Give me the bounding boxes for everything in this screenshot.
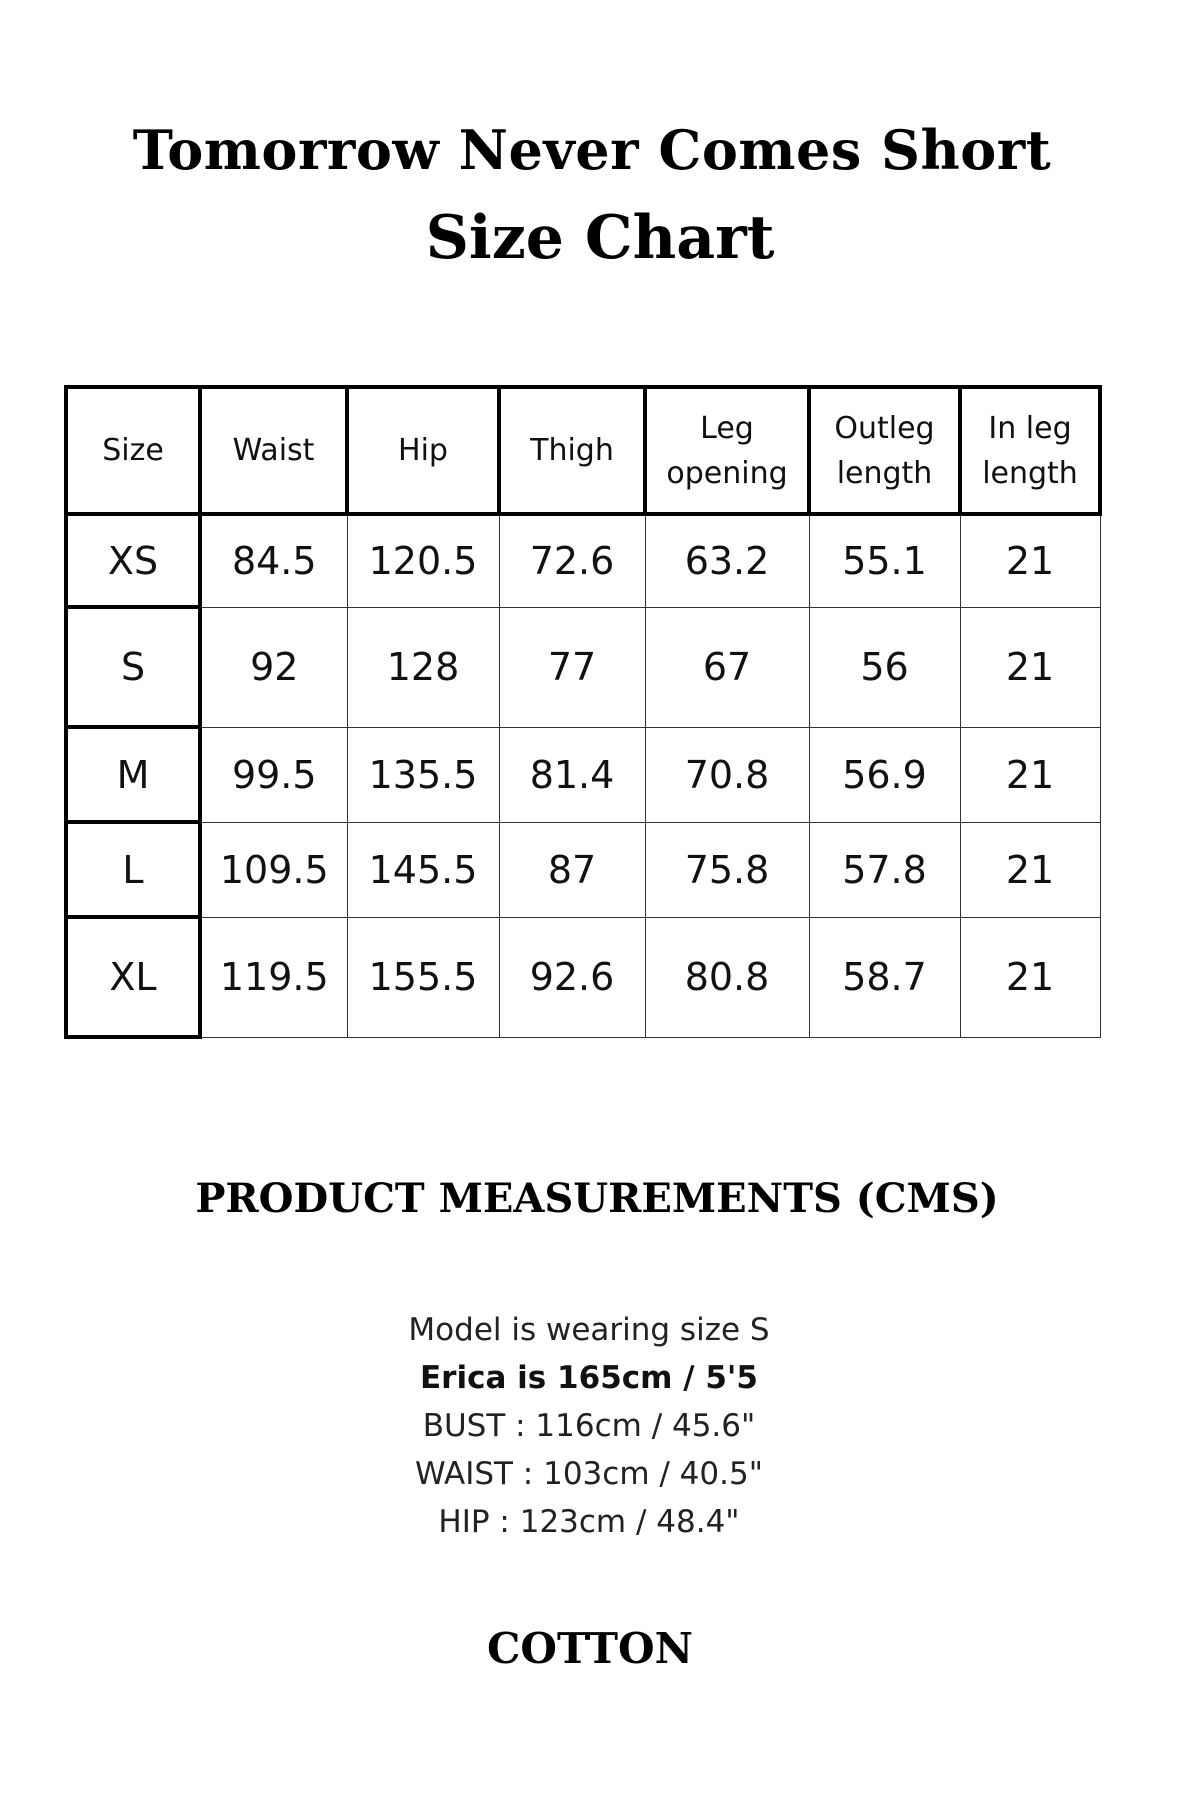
table-cell: 21 (960, 607, 1100, 727)
model-bust: BUST : 116cm / 45.6" (422, 1408, 756, 1444)
table-cell: 128 (347, 607, 499, 727)
size-chart-table (64, 385, 1102, 1039)
table-cell: 67 (645, 607, 809, 727)
table-cell: 81.4 (499, 727, 645, 822)
table-cell: 75.8 (645, 822, 809, 917)
table-row (66, 607, 1100, 727)
size-label: M (66, 727, 200, 822)
table-cell: 109.5 (200, 822, 347, 917)
table-cell: 92.6 (499, 917, 645, 1037)
model-hip: HIP : 123cm / 48.4" (438, 1504, 740, 1540)
measurements-heading: PRODUCT MEASUREMENTS (CMS) (195, 1175, 999, 1222)
table-cell: 63.2 (645, 514, 809, 607)
fabric-label: COTTON (486, 1624, 693, 1673)
table-row (66, 917, 1100, 1037)
model-waist: WAIST : 103cm / 40.5" (415, 1456, 763, 1492)
table-cell: 119.5 (200, 917, 347, 1037)
table-row (66, 514, 1100, 607)
table-cell: 99.5 (200, 727, 347, 822)
column-header: In leg length (960, 387, 1100, 514)
table-cell: 87 (499, 822, 645, 917)
model-size-text: Model is wearing size S (408, 1312, 770, 1348)
table-cell: 77 (499, 607, 645, 727)
table-cell: 120.5 (347, 514, 499, 607)
table-cell: 84.5 (200, 514, 347, 607)
table-header-row (66, 387, 1100, 514)
page-title: Tomorrow Never Comes Short (132, 118, 1052, 182)
size-label: S (66, 607, 200, 727)
page-subtitle: Size Chart (425, 203, 775, 273)
table-cell: 135.5 (347, 727, 499, 822)
model-info (0, 1306, 1200, 1546)
table-cell: 72.6 (499, 514, 645, 607)
table-cell: 21 (960, 727, 1100, 822)
model-name-height: Erica is 165cm / 5'5 (420, 1360, 758, 1396)
column-header: Leg opening (645, 387, 809, 514)
table-cell: 92 (200, 607, 347, 727)
size-label: XS (66, 514, 200, 607)
table-cell: 21 (960, 822, 1100, 917)
table-cell: 57.8 (809, 822, 960, 917)
table-cell: 56.9 (809, 727, 960, 822)
column-header: Waist (200, 387, 347, 514)
table-cell: 155.5 (347, 917, 499, 1037)
table-cell: 21 (960, 514, 1100, 607)
column-header: Outleg length (809, 387, 960, 514)
size-label: XL (66, 917, 200, 1037)
table-cell: 21 (960, 917, 1100, 1037)
table-cell: 56 (809, 607, 960, 727)
table-cell: 145.5 (347, 822, 499, 917)
column-header: Hip (347, 387, 499, 514)
column-header: Size (66, 387, 200, 514)
column-header: Thigh (499, 387, 645, 514)
table-row (66, 727, 1100, 822)
table-cell: 70.8 (645, 727, 809, 822)
table-cell: 55.1 (809, 514, 960, 607)
size-label: L (66, 822, 200, 917)
table-cell: 80.8 (645, 917, 809, 1037)
table-cell: 58.7 (809, 917, 960, 1037)
table-row (66, 822, 1100, 917)
